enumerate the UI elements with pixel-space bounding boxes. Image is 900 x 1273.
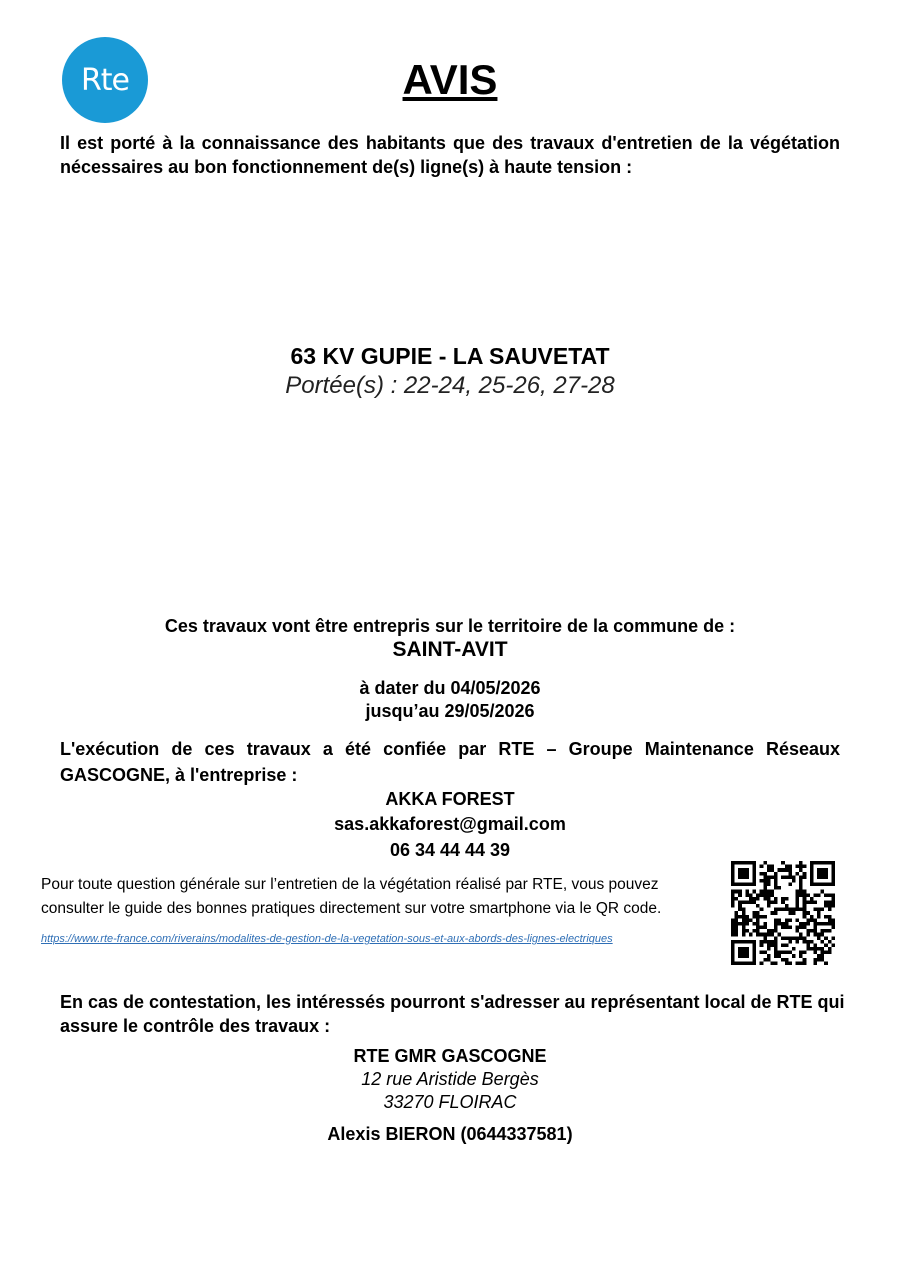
contest-paragraph: En cas de contestation, les intéressés pourront s'adresser au représentant local de RTE qui assure le contrôle des travaux :: [60, 992, 845, 1036]
line-spans: Portée(s) : 22-24, 25-26, 27-28: [285, 372, 615, 399]
rte-logo-text: Rte: [80, 62, 130, 98]
guide-link[interactable]: https://www.rte-france.com/riverains/modalites-de-gestion-de-la-vegetation-sous-et-aux-abords-des-lignes-electriques: [41, 933, 613, 945]
company-email[interactable]: sas.akkaforest@gmail.com: [334, 814, 566, 834]
date-to: jusqu’au 29/05/2026: [365, 701, 535, 721]
page-title: AVIS: [402, 56, 498, 103]
intro-paragraph: Il est porté à la connaissance des habitants que des travaux d'entretien de la végétation nécessaires au bon fonctionnement de(s) ligne(s) à haute tension :: [60, 133, 840, 177]
company-name: AKKA FOREST: [385, 789, 515, 809]
commune-name: SAINT-AVIT: [392, 638, 508, 661]
representative-contact: Alexis BIERON (0644337581): [327, 1124, 573, 1144]
execution-paragraph: L'exécution de ces travaux a été confiée par RTE – Groupe Maintenance Réseaux GASCOGNE, à l'entreprise :: [60, 739, 840, 785]
qr-code-icon[interactable]: [731, 861, 835, 965]
company-phone: 06 34 44 44 39: [389, 840, 511, 860]
territory-text: Ces travaux vont être entrepris sur le territoire de la commune de :: [164, 616, 736, 636]
representative-address-line2: 33270 FLOIRAC: [383, 1092, 517, 1112]
line-name: 63 KV GUPIE - LA SAUVETAT: [290, 343, 610, 369]
representative-address-line1: 12 rue Aristide Bergès: [361, 1069, 539, 1089]
representative-name: RTE GMR GASCOGNE: [353, 1046, 547, 1066]
general-info-text: Pour toute question générale sur l’entretien de la végétation réalisé par RTE, vous pouvez consulter le guide des bonnes pratiques directement sur votre smartphone via le QR code.: [41, 876, 662, 917]
date-from: à dater du 04/05/2026: [359, 678, 541, 698]
